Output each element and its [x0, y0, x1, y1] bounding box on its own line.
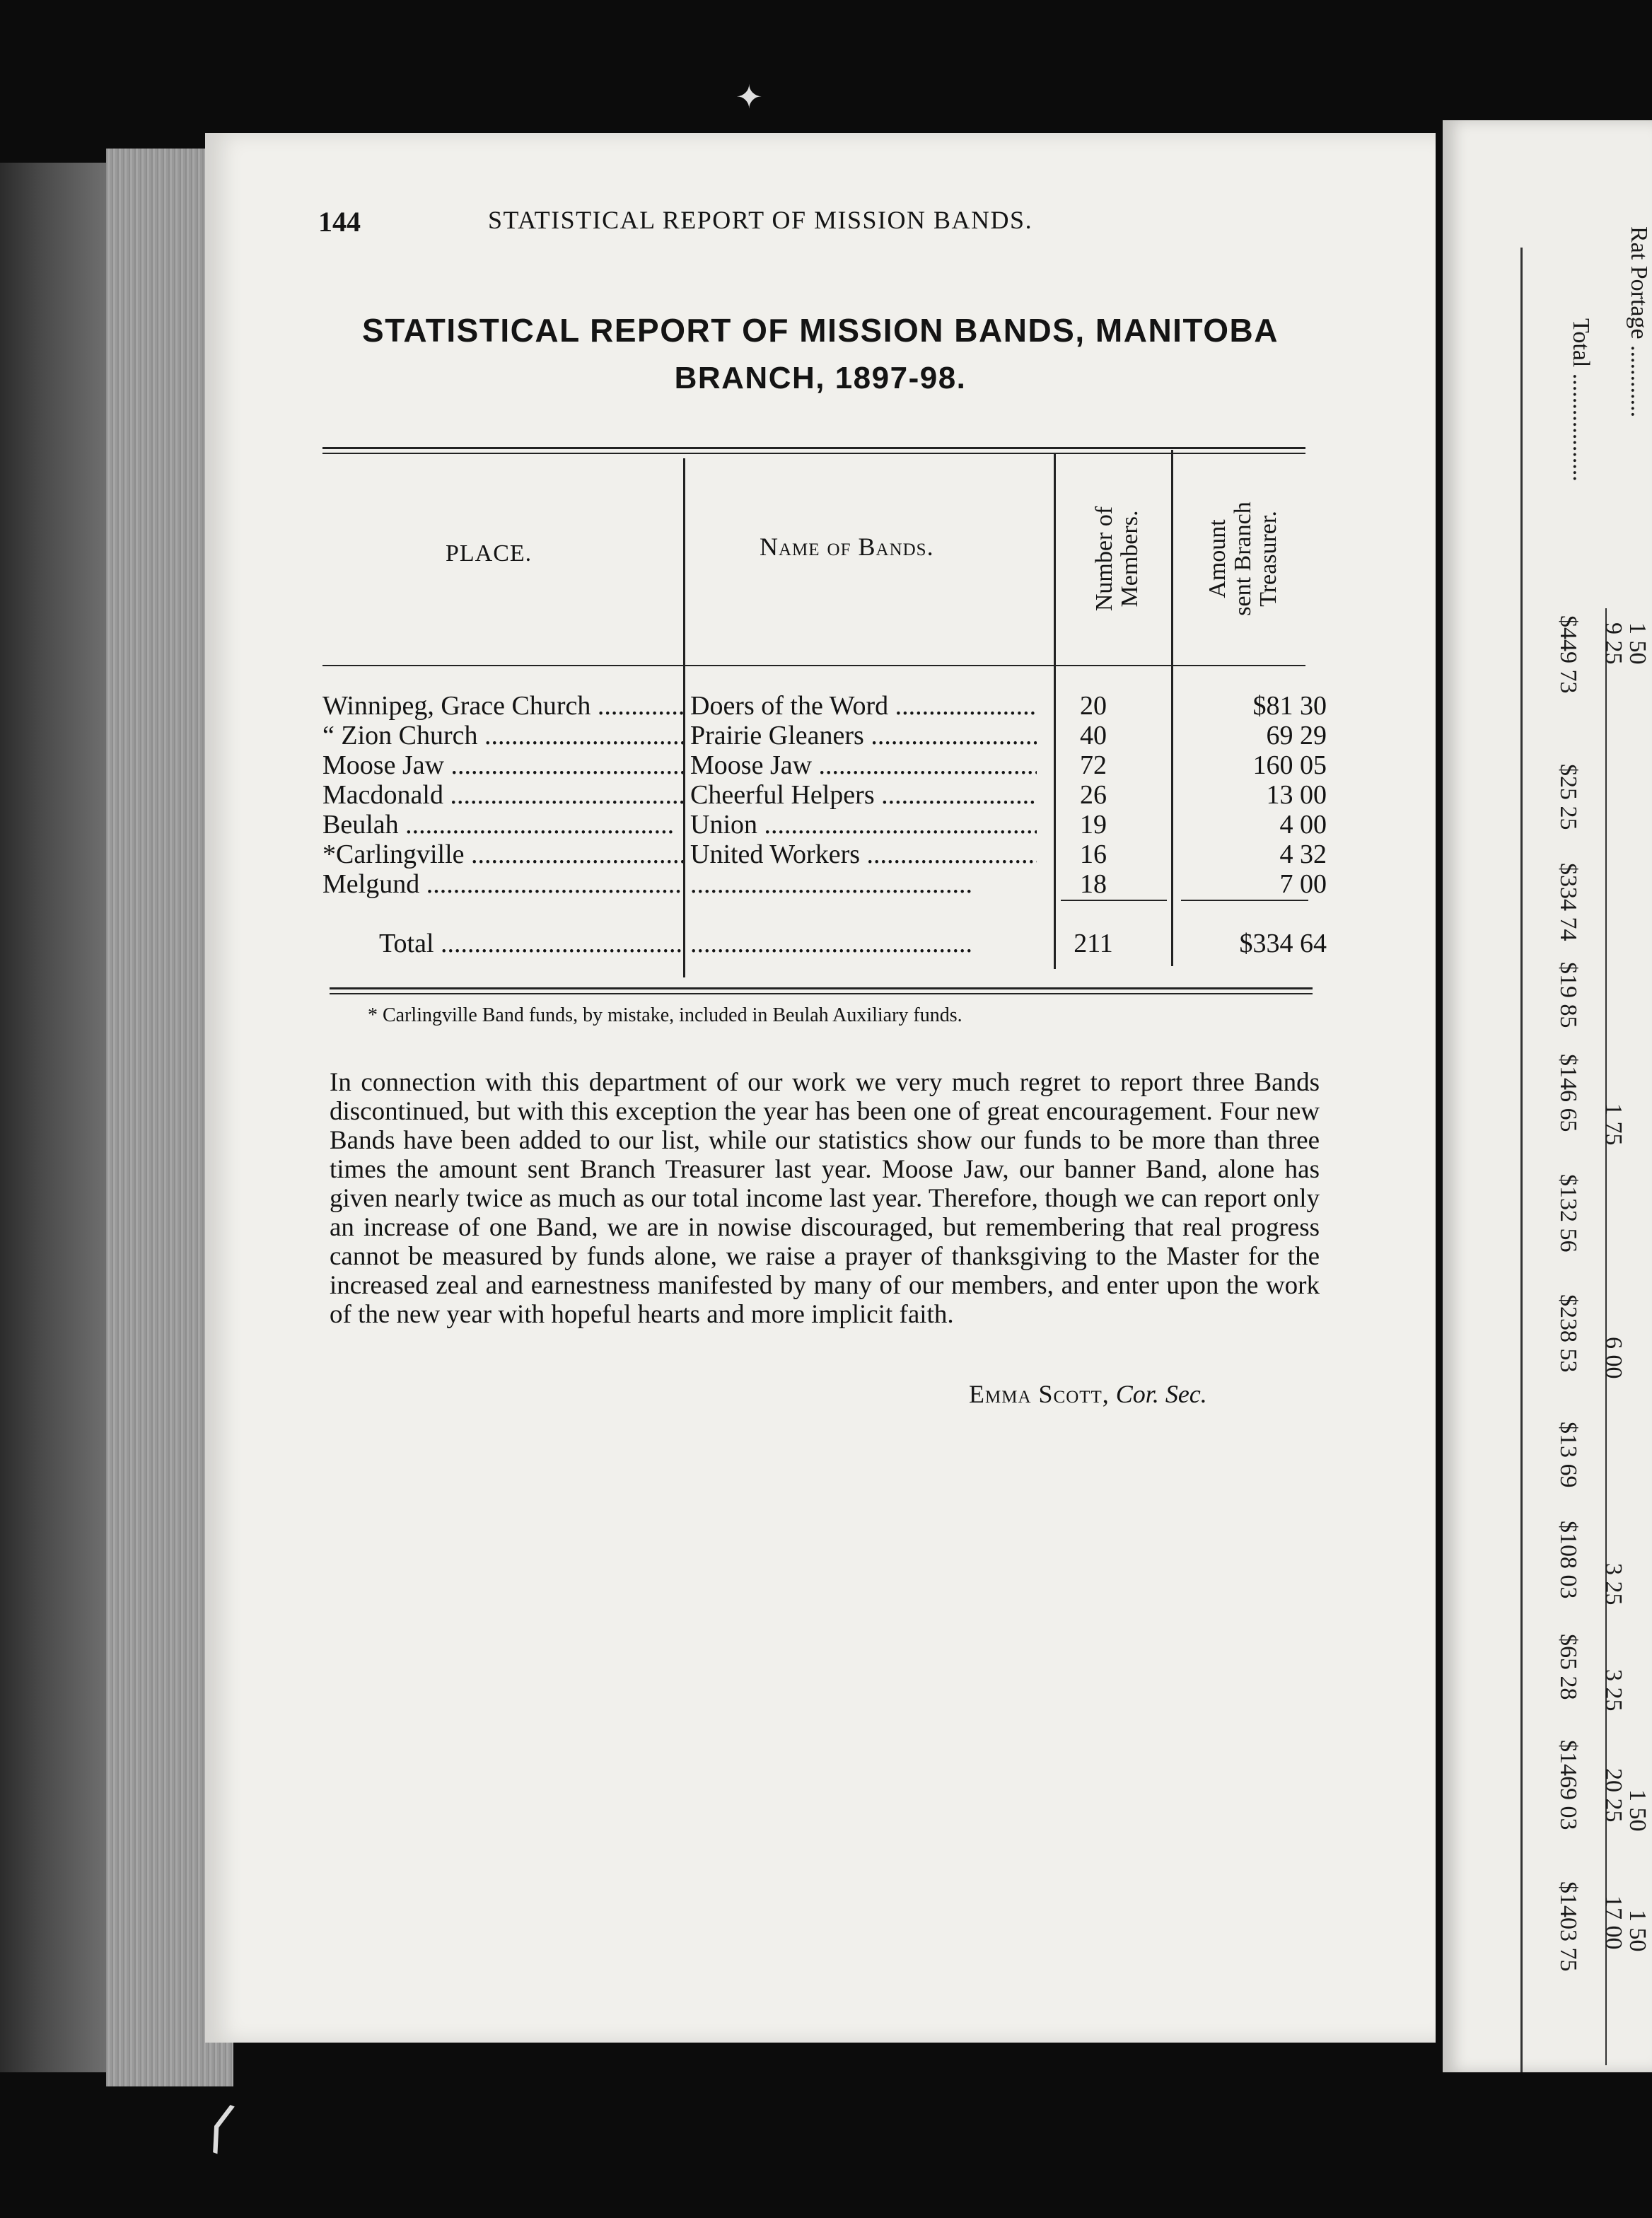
- report-title: STATISTICAL REPORT OF MISSION BANDS, MANITOBA: [362, 312, 1279, 349]
- amount-header-line2: sent Branch: [1230, 501, 1256, 616]
- right-page-label-rat-portage: Rat Portage ............: [1626, 226, 1652, 418]
- signature-title: Cor. Sec.: [1115, 1380, 1207, 1408]
- right-page-value: $334 74: [1555, 863, 1581, 941]
- row-band: Moose Jaw .....: [690, 750, 1037, 781]
- right-page-vertical-rule: [1520, 248, 1523, 2072]
- right-page-value: $13 69: [1555, 1422, 1581, 1488]
- row-place: Melgund .....: [322, 869, 683, 900]
- right-page-upper-value: 6 00: [1600, 1337, 1627, 1379]
- total-amount: $334 64: [1239, 929, 1327, 958]
- report-paragraph: In connection with this department of our work we very much regret to report three Bands discontinued, but with this exception the year has been one of great encouragement. Four new Bands have been added to our list, while our statistics show our funds to be more than three times the amount sent Branch Treasurer last year. Moose Jaw, our banner Band, alone has given nearly twice as much as our total income last year. Therefore, though we can report only an increase of one Band, we are in nowise discouraged, but remembering that real progress cannot be measured by funds alone, we raise a prayer of thanksgiving to the Master for the increased zeal and earnestness manifested by many of our members, and enter upon the work of the new year with hopeful hearts and more implicit faith.: [330, 1068, 1320, 1329]
- table-total-row: [322, 928, 1327, 958]
- table-row: [322, 750, 1327, 780]
- row-members: 16: [1080, 840, 1107, 869]
- right-page-value: $108 03: [1555, 1521, 1581, 1599]
- table-top-rule-2: [322, 453, 1305, 454]
- row-members: 19: [1080, 810, 1107, 840]
- total-label: Total .....: [379, 928, 683, 959]
- table-row: [322, 809, 1327, 840]
- right-page-upper-value: 9 25: [1600, 622, 1627, 665]
- members-header-line2: Members.: [1117, 510, 1143, 608]
- right-page-upper-value: 17 00: [1600, 1895, 1627, 1950]
- row-place: “ Zion Church .....: [322, 720, 683, 751]
- running-title: STATISTICAL REPORT OF MISSION BANDS.: [488, 206, 1033, 234]
- members-header-line1: Number of: [1091, 506, 1117, 612]
- ink-mark: ✦: [735, 79, 763, 115]
- subtotal-rule-members: [1061, 900, 1167, 901]
- table-row: [322, 690, 1327, 721]
- subtotal-rule-amount: [1181, 900, 1308, 901]
- row-members: 72: [1080, 750, 1107, 780]
- right-page-value: $449 73: [1555, 615, 1581, 694]
- table-row: [322, 720, 1327, 750]
- row-amount: 7 00: [1279, 869, 1327, 899]
- table-bottom-rule: [330, 987, 1313, 989]
- row-band: Doers of the Word .....: [690, 690, 1037, 721]
- row-place: *Carlingville .....: [322, 839, 683, 870]
- table-row: [322, 779, 1327, 810]
- row-band: Prairie Gleaners .....: [690, 720, 1037, 751]
- right-page-upper-value: 3 25: [1600, 1563, 1627, 1606]
- right-page-value: $19 85: [1555, 962, 1581, 1028]
- right-page-upper-value: 1 50: [1624, 1789, 1651, 1832]
- total-band-blank: [690, 928, 1037, 959]
- row-amount: 13 00: [1266, 780, 1327, 810]
- signature-name: Emma Scott,: [969, 1380, 1110, 1408]
- table-bottom-rule-2: [330, 993, 1313, 994]
- row-band: Cheerful Helpers .....: [690, 779, 1037, 811]
- signature: [969, 1379, 1207, 1409]
- row-members: 26: [1080, 780, 1107, 810]
- row-place: Macdonald .....: [322, 779, 683, 811]
- row-amount: 160 05: [1252, 750, 1327, 780]
- row-band: [690, 869, 1037, 900]
- amount-header-line3: Treasurer.: [1255, 511, 1281, 607]
- page-number: 144: [318, 206, 361, 238]
- amount-header-line1: Amount: [1204, 519, 1231, 598]
- table-top-rule: [322, 447, 1305, 449]
- right-page-label-total: Total ..................: [1568, 318, 1594, 482]
- table-row: [322, 869, 1327, 899]
- row-members: 40: [1080, 721, 1107, 750]
- right-page-value: $25 25: [1555, 764, 1581, 830]
- row-members: 20: [1080, 691, 1107, 721]
- row-amount: 4 00: [1279, 810, 1327, 840]
- header-bottom-rule: [322, 665, 1305, 666]
- right-page-upper-value: 1 75: [1600, 1103, 1627, 1146]
- right-page-upper-value: 3 25: [1600, 1669, 1627, 1712]
- row-place: Moose Jaw .....: [322, 750, 683, 781]
- right-page-value: $65 28: [1555, 1634, 1581, 1700]
- right-page-value: $238 53: [1555, 1294, 1581, 1373]
- right-page-value: $132 56: [1555, 1174, 1581, 1253]
- row-band: United Workers .....: [690, 839, 1037, 870]
- row-place: Winnipeg, Grace Church .....: [322, 690, 683, 721]
- row-amount: 69 29: [1266, 721, 1327, 750]
- row-amount: 4 32: [1279, 840, 1327, 869]
- row-band: Union .....: [690, 809, 1037, 840]
- report-subtitle: BRANCH, 1897-98.: [674, 361, 967, 395]
- footnote: * Carlingville Band funds, by mistake, included in Beulah Auxiliary funds.: [368, 1004, 962, 1026]
- column-header-amount: [1204, 446, 1281, 672]
- right-page-value: $1403 75: [1555, 1881, 1581, 1972]
- right-page-upper-value: 1 50: [1624, 622, 1651, 665]
- total-members: 211: [1074, 929, 1113, 958]
- column-header-members: [1091, 446, 1143, 672]
- right-page-value: $1469 03: [1555, 1740, 1581, 1830]
- table-row: [322, 839, 1327, 869]
- row-amount: $81 30: [1252, 691, 1327, 721]
- edge-mark: ⟨: [199, 2094, 241, 2161]
- column-header-band: Name of Bands.: [760, 533, 934, 561]
- right-page-upper-value: 1 50: [1624, 1910, 1651, 1952]
- column-header-place: PLACE.: [446, 540, 533, 567]
- row-place: Beulah .....: [322, 809, 683, 840]
- row-members: 18: [1080, 869, 1107, 899]
- right-page-upper-value: 20 25: [1600, 1768, 1627, 1823]
- right-page-value: $146 65: [1555, 1054, 1581, 1132]
